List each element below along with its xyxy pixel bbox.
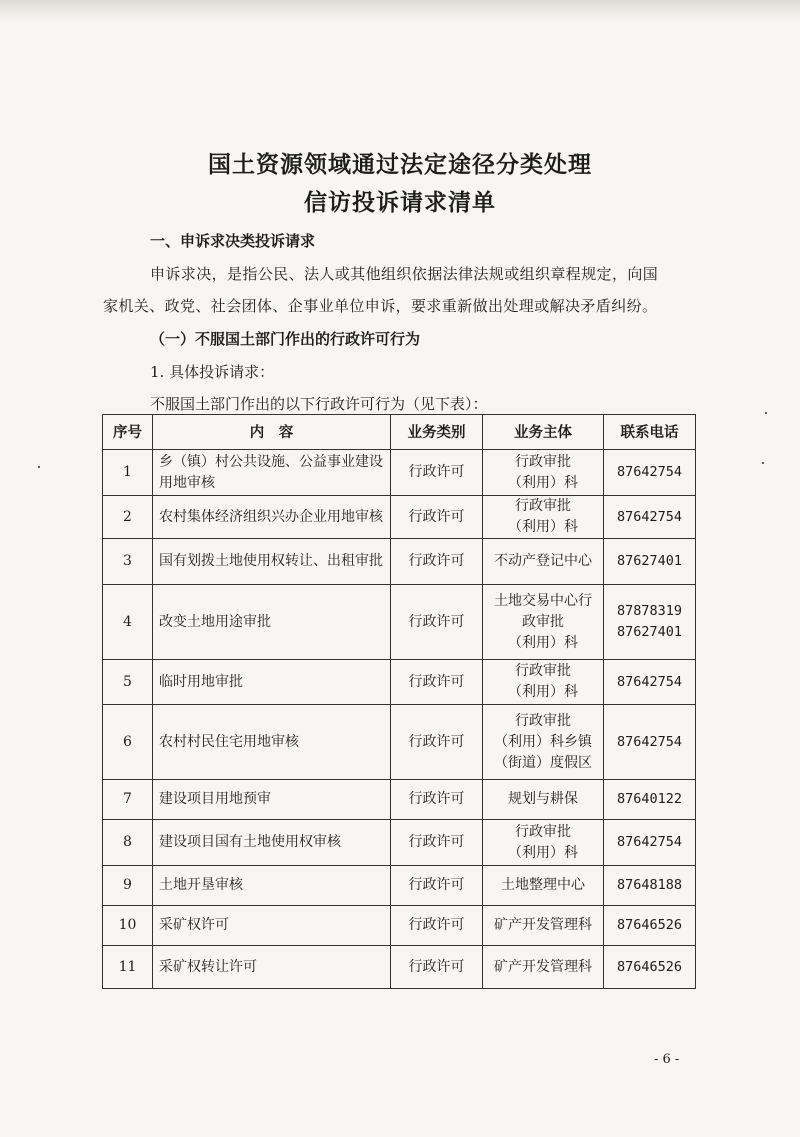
cell-content: 农村集体经济组织兴办企业用地审核 bbox=[153, 496, 391, 539]
item1-heading: 1. 具体投诉请求： bbox=[150, 363, 275, 381]
header-content: 内 容 bbox=[153, 415, 391, 450]
owner-line: （利用）科 bbox=[508, 634, 578, 651]
owner-line: 矿产开发管理科 bbox=[494, 917, 592, 933]
cell-content: 改变土地用途审批 bbox=[153, 585, 391, 660]
section1-heading: 一、申诉求决类投诉请求 bbox=[150, 232, 316, 250]
cell-owner bbox=[483, 539, 604, 585]
table-row bbox=[103, 705, 696, 780]
owner-line: 行政审批 bbox=[515, 823, 571, 840]
phone-line: 87642754 bbox=[616, 508, 683, 525]
table-row bbox=[103, 585, 696, 660]
cell-category: 行政许可 bbox=[391, 539, 483, 585]
phone-line: 87642754 bbox=[616, 834, 683, 850]
owner-line: （利用）科 bbox=[508, 684, 578, 700]
cell-phone bbox=[604, 705, 696, 780]
cell-category: 行政许可 bbox=[391, 946, 483, 989]
cell-content: 采矿权许可 bbox=[153, 906, 391, 946]
cell-owner bbox=[483, 906, 604, 946]
phone-line: 87646526 bbox=[616, 958, 683, 975]
owner-line: （街道）度假区 bbox=[494, 754, 592, 771]
table-row bbox=[103, 539, 696, 585]
table-row bbox=[103, 496, 696, 539]
cell-content: 采矿权转让许可 bbox=[153, 946, 391, 989]
owner-line: 不动产登记中心 bbox=[494, 553, 592, 569]
cell-phone bbox=[604, 780, 696, 820]
cell-category: 行政许可 bbox=[391, 585, 483, 660]
cell-content: 国有划拨土地使用权转让、出租审批 bbox=[153, 539, 391, 585]
table-row bbox=[103, 906, 696, 946]
cell-owner bbox=[483, 866, 604, 906]
section1-paragraph-line1: 申诉求决，是指公民、法人或其他组织依据法律法规或组织章程规定，向国 bbox=[150, 265, 659, 283]
owner-line: 矿产开发管理科 bbox=[494, 958, 592, 975]
phone-line: 87878319 bbox=[616, 603, 683, 619]
cell-owner bbox=[483, 450, 604, 496]
cell-num: 7 bbox=[103, 780, 153, 820]
phone-line: 87642754 bbox=[616, 673, 683, 690]
table-row bbox=[103, 866, 696, 906]
document-title-line2: 信访投诉请求清单 bbox=[304, 189, 496, 216]
item1-intro: 不服国土部门作出的以下行政许可行为（见下表）： bbox=[150, 395, 488, 413]
owner-line: （利用）科 bbox=[508, 519, 578, 535]
scan-speck bbox=[765, 412, 767, 414]
header-category: 业务类别 bbox=[391, 415, 483, 450]
cell-category: 行政许可 bbox=[391, 660, 483, 705]
cell-owner bbox=[483, 780, 604, 820]
cell-content: 乡（镇）村公共设施、公益事业建设用地审核 bbox=[153, 450, 391, 496]
license-table bbox=[102, 414, 696, 989]
cell-phone bbox=[604, 946, 696, 989]
cell-category: 行政许可 bbox=[391, 780, 483, 820]
cell-phone bbox=[604, 539, 696, 585]
cell-num: 6 bbox=[103, 705, 153, 780]
cell-num: 8 bbox=[103, 820, 153, 866]
cell-category: 行政许可 bbox=[391, 705, 483, 780]
cell-owner bbox=[483, 705, 604, 780]
cell-num: 4 bbox=[103, 585, 153, 660]
cell-content: 农村村民住宅用地审核 bbox=[153, 705, 391, 780]
cell-content: 土地开垦审核 bbox=[153, 866, 391, 906]
cell-category: 行政许可 bbox=[391, 820, 483, 866]
cell-phone bbox=[604, 820, 696, 866]
cell-category: 行政许可 bbox=[391, 450, 483, 496]
owner-line: 行政审批 bbox=[515, 712, 571, 729]
cell-num: 10 bbox=[103, 906, 153, 946]
cell-phone bbox=[604, 496, 696, 539]
scan-speck bbox=[762, 462, 764, 464]
cell-num: 3 bbox=[103, 539, 153, 585]
phone-line: 87648188 bbox=[616, 877, 683, 893]
cell-category: 行政许可 bbox=[391, 496, 483, 539]
cell-owner bbox=[483, 496, 604, 539]
owner-line: 行政审批 bbox=[515, 498, 571, 514]
cell-phone bbox=[604, 660, 696, 705]
owner-line: （利用）科乡镇 bbox=[494, 733, 592, 750]
phone-line: 87627401 bbox=[616, 624, 683, 640]
header-owner: 业务主体 bbox=[483, 415, 604, 450]
cell-phone bbox=[604, 585, 696, 660]
owner-line: 行政审批 bbox=[515, 453, 571, 470]
section1-paragraph-line2: 家机关、政党、社会团体、企事业单位申诉，要求重新做出处理或解决矛盾纠纷。 bbox=[103, 297, 658, 315]
table-header-row bbox=[103, 415, 696, 450]
owner-line: 政审批 bbox=[522, 613, 564, 630]
cell-content: 建设项目国有土地使用权审核 bbox=[153, 820, 391, 866]
cell-owner bbox=[483, 585, 604, 660]
phone-line: 87640122 bbox=[616, 791, 683, 807]
subsection-heading: （一）不服国土部门作出的行政许可行为 bbox=[150, 330, 421, 348]
scan-speck bbox=[38, 466, 40, 468]
table-row bbox=[103, 450, 696, 496]
phone-line: 87642754 bbox=[616, 733, 683, 750]
scan-edge-shadow bbox=[0, 0, 800, 22]
table-row bbox=[103, 660, 696, 705]
cell-num: 9 bbox=[103, 866, 153, 906]
table-row bbox=[103, 946, 696, 989]
cell-num: 2 bbox=[103, 496, 153, 539]
cell-owner bbox=[483, 660, 604, 705]
owner-line: （利用）科 bbox=[508, 474, 578, 491]
page-number: - 6 - bbox=[654, 1052, 680, 1067]
table-body bbox=[103, 450, 696, 989]
header-phone: 联系电话 bbox=[604, 415, 696, 450]
header-num: 序号 bbox=[103, 415, 153, 450]
owner-line: 土地交易中心行 bbox=[494, 592, 592, 609]
cell-num: 11 bbox=[103, 946, 153, 989]
owner-line: 规划与耕保 bbox=[508, 791, 578, 807]
table-row bbox=[103, 820, 696, 866]
cell-phone bbox=[604, 450, 696, 496]
phone-line: 87627401 bbox=[616, 553, 683, 569]
cell-category: 行政许可 bbox=[391, 906, 483, 946]
cell-phone bbox=[604, 866, 696, 906]
document-title-line1: 国土资源领域通过法定途径分类处理 bbox=[208, 151, 592, 178]
owner-line: 土地整理中心 bbox=[501, 877, 585, 893]
owner-line: 行政审批 bbox=[515, 663, 571, 679]
cell-num: 5 bbox=[103, 660, 153, 705]
cell-owner bbox=[483, 820, 604, 866]
cell-category: 行政许可 bbox=[391, 866, 483, 906]
table-row bbox=[103, 780, 696, 820]
cell-num: 1 bbox=[103, 450, 153, 496]
cell-phone bbox=[604, 906, 696, 946]
owner-line: （利用）科 bbox=[508, 844, 578, 861]
cell-content: 建设项目用地预审 bbox=[153, 780, 391, 820]
phone-line: 87646526 bbox=[616, 917, 683, 933]
phone-line: 87642754 bbox=[616, 464, 683, 480]
cell-content: 临时用地审批 bbox=[153, 660, 391, 705]
cell-owner bbox=[483, 946, 604, 989]
